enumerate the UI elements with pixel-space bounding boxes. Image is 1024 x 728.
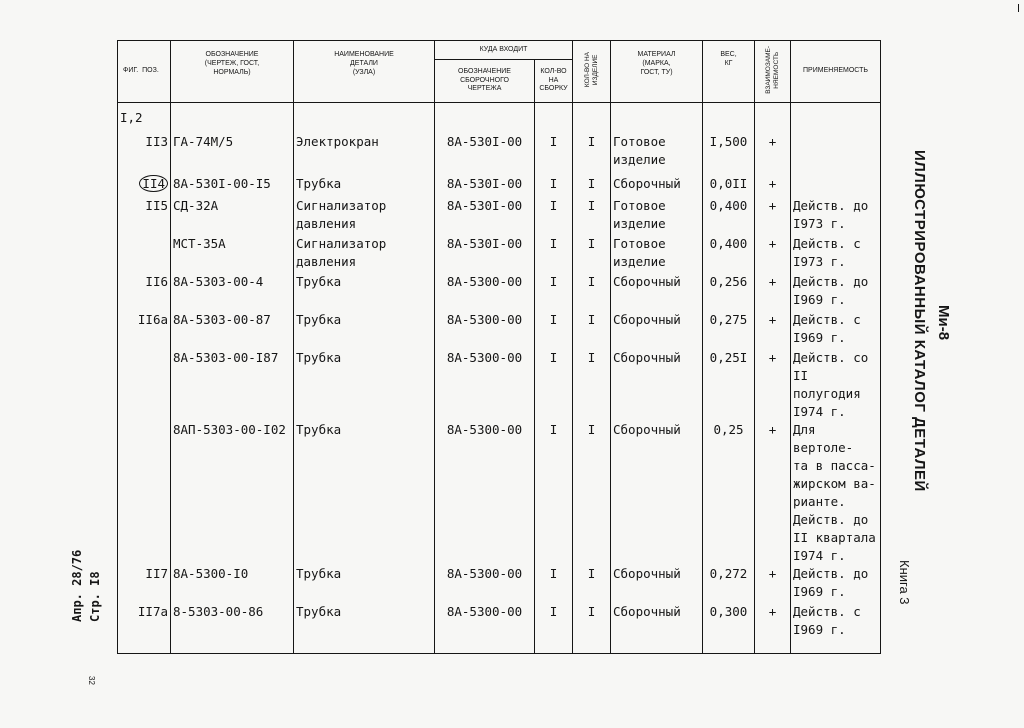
qty-assembly-cell: I (535, 273, 573, 311)
figure-row (118, 103, 881, 133)
qty-assembly-cell: I (535, 133, 573, 175)
name-cell: Трубка (294, 175, 435, 197)
header-name: НАИМЕНОВАНИЕ ДЕТАЛИ (УЗЛА) (294, 41, 435, 103)
circled-pos-marker: II4 (139, 175, 168, 192)
weight-cell: 0,0II (703, 175, 755, 197)
qty-assembly-cell: I (535, 175, 573, 197)
interchange-cell: + (755, 235, 791, 273)
header-qty-assembly: КОЛ-ВО НА СБОРКУ (535, 60, 573, 103)
name-cell: Сигнализатор давления (294, 235, 435, 273)
assembly-cell: 8А-530I-00 (435, 175, 535, 197)
assembly-cell: 8А-530I-00 (435, 133, 535, 175)
applicability-cell (791, 133, 881, 175)
side-title: ИЛЛЮСТРИРОВАННЫЙ КАТАЛОГ ДЕТАЛЕЙ (911, 150, 928, 492)
material-cell: Сборочный (611, 565, 703, 603)
pos-cell: II7а (118, 603, 171, 654)
interchange-cell: + (755, 349, 791, 421)
weight-cell: I,500 (703, 133, 755, 175)
designation-cell: 8А-5300-I0 (171, 565, 294, 603)
interchange-cell: + (755, 273, 791, 311)
applicability-cell: Действ. с I969 г. (791, 603, 881, 654)
interchange-cell: + (755, 603, 791, 654)
material-cell: Готовое изделие (611, 235, 703, 273)
designation-cell: 8АП-5303-00-I02 (171, 421, 294, 565)
assembly-cell: 8А-5300-00 (435, 421, 535, 565)
header-qty-product-label: КОЛ-ВО НА ИЗДЕЛИЕ (583, 52, 599, 88)
qty-assembly-cell: I (535, 565, 573, 603)
qty-product-cell: I (573, 235, 611, 273)
designation-cell: МСТ-35А (171, 235, 294, 273)
header-interchange-label: ВЗАИМОЗАМЕ- НЯЕМОСТЬ (764, 45, 780, 94)
pos-cell: II6а (118, 311, 171, 349)
name-cell: Трубка (294, 565, 435, 603)
interchange-cell: + (755, 133, 791, 175)
material-cell: Сборочный (611, 311, 703, 349)
interchange-cell: + (755, 565, 791, 603)
table-row (118, 565, 881, 603)
weight-cell: 0,25I (703, 349, 755, 421)
qty-assembly-cell: I (535, 311, 573, 349)
table-row (118, 349, 881, 421)
designation-cell: 8А-5303-00-4 (171, 273, 294, 311)
qty-product-cell: I (573, 133, 611, 175)
name-cell: Трубка (294, 273, 435, 311)
table-row (118, 197, 881, 235)
applicability-cell: Действ. с I969 г. (791, 311, 881, 349)
header-weight: ВЕС, КГ (703, 41, 755, 103)
material-cell: Сборочный (611, 421, 703, 565)
table-header (118, 41, 881, 103)
material-cell: Готовое изделие (611, 133, 703, 175)
applicability-cell: Действ. до I969 г. (791, 273, 881, 311)
table-row (118, 235, 881, 273)
qty-assembly-cell: I (535, 197, 573, 235)
interchange-cell: + (755, 311, 791, 349)
designation-cell: 8-5303-00-86 (171, 603, 294, 654)
assembly-cell: 8А-5300-00 (435, 273, 535, 311)
table-row (118, 175, 881, 197)
page-number: 32 (87, 676, 96, 685)
corner-mark (1018, 4, 1019, 12)
assembly-cell: 8А-5300-00 (435, 565, 535, 603)
side-model: Ми-8 (935, 305, 952, 341)
header-where-used: КУДА ВХОДИТ (435, 41, 573, 60)
weight-cell: 0,400 (703, 235, 755, 273)
material-cell: Готовое изделие (611, 197, 703, 235)
figure-label: I,2 (118, 103, 171, 133)
pos-cell: II5 (118, 197, 171, 235)
qty-product-cell: I (573, 175, 611, 197)
qty-assembly-cell: I (535, 235, 573, 273)
qty-product-cell: I (573, 349, 611, 421)
header-designation: ОБОЗНАЧЕНИЕ (ЧЕРТЕЖ, ГОСТ, НОРМАЛЬ) (171, 41, 294, 103)
pos-cell: II7 (118, 565, 171, 603)
designation-cell: СД-32А (171, 197, 294, 235)
date-label: Апр. 28/76 (70, 549, 84, 622)
parts-table (117, 40, 881, 654)
table-row (118, 133, 881, 175)
qty-product-cell: I (573, 273, 611, 311)
qty-product-cell: I (573, 197, 611, 235)
name-cell: Трубка (294, 311, 435, 349)
pos-cell (118, 235, 171, 273)
qty-product-cell: I (573, 565, 611, 603)
pos-cell (118, 175, 171, 197)
designation-cell: 8А-530I-00-I5 (171, 175, 294, 197)
qty-assembly-cell: I (535, 421, 573, 565)
qty-product-cell: I (573, 311, 611, 349)
assembly-cell: 8А-5300-00 (435, 349, 535, 421)
applicability-cell: Действ. до I973 г. (791, 197, 881, 235)
table-body (118, 103, 881, 654)
name-cell: Трубка (294, 421, 435, 565)
material-cell: Сборочный (611, 273, 703, 311)
interchange-cell: + (755, 175, 791, 197)
material-cell: Сборочный (611, 349, 703, 421)
name-cell: Трубка (294, 603, 435, 654)
table-row (118, 311, 881, 349)
header-qty-product (573, 41, 611, 103)
table-row (118, 421, 881, 565)
qty-assembly-cell: I (535, 349, 573, 421)
assembly-cell: 8А-530I-00 (435, 235, 535, 273)
weight-cell: 0,25 (703, 421, 755, 565)
weight-cell: 0,275 (703, 311, 755, 349)
header-applicability: ПРИМЕНЯЕМОСТЬ (791, 41, 881, 103)
material-cell: Сборочный (611, 175, 703, 197)
applicability-cell: Для вертоле- та в пасса- жирском ва- рианте. Действ. до II квартала I974 г. (791, 421, 881, 565)
name-cell: Электрокран (294, 133, 435, 175)
header-fig-pos: ФИГ. ПОЗ. (118, 41, 171, 103)
material-cell: Сборочный (611, 603, 703, 654)
name-cell: Трубка (294, 349, 435, 421)
assembly-cell: 8А-5300-00 (435, 311, 535, 349)
header-interchange (755, 41, 791, 103)
pos-cell: II6 (118, 273, 171, 311)
applicability-cell: Действ. с I973 г. (791, 235, 881, 273)
pos-cell (118, 349, 171, 421)
pos-cell (118, 421, 171, 565)
interchange-cell: + (755, 197, 791, 235)
designation-cell: 8А-5303-00-I87 (171, 349, 294, 421)
weight-cell: 0,300 (703, 603, 755, 654)
table-row (118, 273, 881, 311)
designation-cell: ГА-74М/5 (171, 133, 294, 175)
qty-assembly-cell: I (535, 603, 573, 654)
qty-product-cell: I (573, 603, 611, 654)
interchange-cell: + (755, 421, 791, 565)
name-cell: Сигнализатор давления (294, 197, 435, 235)
applicability-cell: Действ. до I969 г. (791, 565, 881, 603)
weight-cell: 0,400 (703, 197, 755, 235)
weight-cell: 0,256 (703, 273, 755, 311)
table-row (118, 603, 881, 654)
assembly-cell: 8А-530I-00 (435, 197, 535, 235)
side-book: Книга 3 (897, 560, 912, 605)
weight-cell: 0,272 (703, 565, 755, 603)
applicability-cell (791, 175, 881, 197)
applicability-cell: Действ. со II полугодия I974 г. (791, 349, 881, 421)
pos-cell: II3 (118, 133, 171, 175)
header-assembly-drawing: ОБОЗНАЧЕНИЕ СБОРОЧНОГО ЧЕРТЕЖА (435, 60, 535, 103)
designation-cell: 8А-5303-00-87 (171, 311, 294, 349)
qty-product-cell: I (573, 421, 611, 565)
page-label: Стр. I8 (88, 571, 102, 622)
assembly-cell: 8А-5300-00 (435, 603, 535, 654)
header-material: МАТЕРИАЛ (МАРКА, ГОСТ, ТУ) (611, 41, 703, 103)
